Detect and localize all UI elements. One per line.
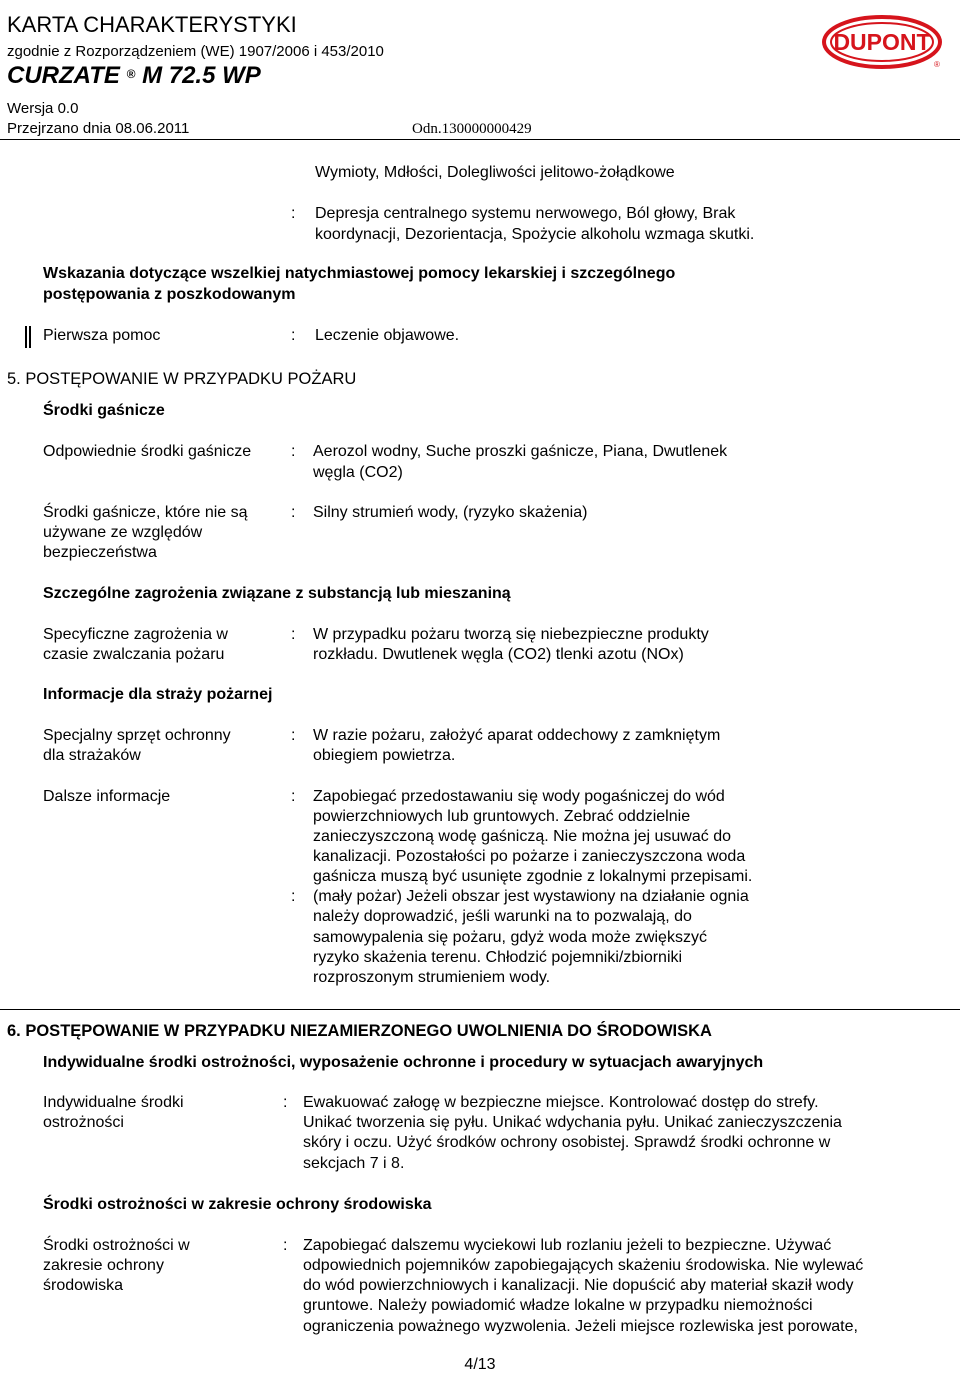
colon: : (291, 888, 296, 905)
further-info-line: zanieczyszczoną wodę gaśniczą. Nie można jej usuwać do (313, 828, 731, 845)
colon: : (291, 443, 296, 460)
protective-equipment-value: W razie pożaru, założyć aparat oddechowy z zamkniętym (313, 727, 721, 744)
personal-precautions-line: sekcjach 7 i 8. (303, 1155, 405, 1172)
personal-precautions-line: skóry i oczu. Użyć środków ochrony osobistej. Sprawdź środki ochronne w (303, 1134, 831, 1151)
environmental-precautions-line: do wód powierzchniowych i kanalizacji. Nie dopuścić aby materiał skaził wody (303, 1277, 854, 1294)
logo-registered: ® (934, 60, 940, 69)
further-info-line: należy doprowadzić, jeśli warunki na to pozwalają, do (313, 908, 692, 925)
colon: : (291, 504, 296, 521)
document-title: KARTA CHARAKTERYSTYKI (7, 12, 297, 37)
further-info-line: samowypalenia się pożaru, gdyż woda może zwiększyć (313, 929, 707, 946)
unsuitable-media-value: Silny strumień wody, (ryzyko skażenia) (313, 504, 588, 521)
personal-precautions-line: Unikać tworzenia się pyłu. Unikać wdychania pyłu. Unikać zanieczyszczenia (303, 1114, 842, 1131)
medical-attention-heading: Wskazania dotyczące wszelkiej natychmiastowej pomocy lekarskiej i szczególnego (43, 265, 676, 282)
further-info-line: (mały pożar) Jeżeli obszar jest wystawiony na działanie ognia (313, 888, 749, 905)
specific-hazards-value-cont: rozkładu. Dwutlenek węgla (CO2) tlenki azotu (NOx) (313, 646, 684, 663)
section-divider (0, 1009, 960, 1010)
specific-hazards-label: Specyficzne zagrożenia w (43, 626, 228, 643)
further-info-line: kanalizacji. Pozostałości po pożarze i zanieczyszczona woda (313, 848, 746, 865)
colon: : (283, 1237, 288, 1254)
further-info-label: Dalsze informacje (43, 788, 171, 805)
further-info-line: Zapobiegać przedostawaniu się wody pogaśniczej do wód (313, 788, 725, 805)
environmental-precautions-line: ograniczenia poważnego wyzwolenia. Jeżeli miejsce rozlewiska jest porowate, (303, 1318, 858, 1335)
symptoms-line-2b: koordynacji, Dezorientacja, Spożycie alkoholu wzmaga skutki. (315, 226, 755, 243)
personal-precautions-heading: Indywidualne środki ostrożności, wyposażenie ochronne i procedury w sytuacjach awaryjnych (43, 1054, 764, 1071)
environmental-precautions-line: gruntowe. Należy powiadomić władze lokalne w przypadku niemożności (303, 1297, 813, 1314)
unsuitable-media-label-cont2: bezpieczeństwa (43, 544, 157, 561)
first-aid-label: Pierwsza pomoc (43, 327, 161, 344)
colon: : (291, 788, 296, 805)
firefighters-heading: Informacje dla straży pożarnej (43, 686, 273, 703)
protective-equipment-label-cont: dla strażaków (43, 747, 141, 764)
product-name (7, 61, 261, 91)
personal-precautions-label: Indywidualne środki (43, 1094, 184, 1111)
special-hazards-heading: Szczególne zagrożenia związane z substancją lub mieszaniną (43, 585, 511, 602)
revision-date: Przejrzano dnia 08.06.2011 (7, 120, 190, 137)
further-info-line: rozproszonym strumieniem wody. (313, 969, 551, 986)
colon: : (291, 205, 296, 222)
protective-equipment-label: Specjalny sprzęt ochronny (43, 727, 231, 744)
registered-mark: ® (126, 67, 136, 81)
protective-equipment-value-cont: obiegiem powietrza. (313, 747, 456, 764)
first-aid-value: Leczenie objawowe. (315, 327, 460, 344)
section-5-title: 5. POSTĘPOWANIE W PRZYPADKU POŻARU (7, 370, 357, 388)
page-number: 4/13 (464, 1356, 496, 1373)
colon: : (291, 727, 296, 744)
symptoms-line-2a: Depresja centralnego systemu nerwowego, Ból głowy, Brak (315, 205, 736, 222)
logo-text: DUPONT (833, 29, 931, 55)
colon: : (283, 1094, 288, 1111)
colon: : (291, 626, 296, 643)
unsuitable-media-label: Środki gaśnicze, które nie są (43, 504, 248, 521)
section-6-title: 6. POSTĘPOWANIE W PRZYPADKU NIEZAMIERZONEGO UWOLNIENIA DO ŚRODOWISKA (7, 1022, 712, 1040)
environmental-precautions-line: Zapobiegać dalszemu wyciekowi lub rozlaniu jeżeli to bezpieczne. Używać (303, 1237, 832, 1254)
medical-attention-heading-cont: postępowania z poszkodowanym (43, 286, 296, 303)
revision-change-bar (25, 326, 31, 348)
unsuitable-media-label-cont: używane ze względów (43, 524, 203, 541)
specific-hazards-value: W przypadku pożaru tworzą się niebezpieczne produkty (313, 626, 709, 643)
personal-precautions-line: Ewakuować załogę w bezpieczne miejsce. Kontrolować dostęp do strefy. (303, 1094, 819, 1111)
further-info-line: powierzchniowych lub gruntowych. Zebrać oddzielnie (313, 808, 691, 825)
environmental-precautions-heading: Środki ostrożności w zakresie ochrony środowiska (43, 1196, 432, 1213)
symptoms-line-1: Wymioty, Mdłości, Dolegliwości jelitowo-żołądkowe (315, 164, 675, 181)
further-info-line: ryzyko skażenia terenu. Chłodzić pojemniki/zbiorniki (313, 949, 683, 966)
document-reference: Odn.130000000429 (412, 121, 532, 137)
specific-hazards-label-cont: czasie zwalczania pożaru (43, 646, 225, 663)
suitable-media-value: Aerozol wodny, Suche proszki gaśnicze, Piana, Dwutlenek (313, 443, 728, 460)
regulation-reference: zgodnie z Rozporządzeniem (WE) 1907/2006 i 453/2010 (7, 43, 384, 60)
version-label: Wersja 0.0 (7, 100, 79, 117)
personal-precautions-label-cont: ostrożności (43, 1114, 124, 1131)
dupont-logo-icon (822, 14, 944, 70)
further-info-line: gaśnicza muszą być usunięte zgodnie z lokalnymi przepisami. (313, 868, 753, 885)
environmental-precautions-label-cont2: środowiska (43, 1277, 124, 1294)
header-divider (0, 139, 960, 140)
suitable-media-label: Odpowiednie środki gaśnicze (43, 443, 252, 460)
product-name-text: CURZATE (7, 62, 120, 89)
environmental-precautions-line: odpowiednich pojemników zapobiegających skażeniu środowiska. Nie wylewać (303, 1257, 864, 1274)
suitable-media-value-cont: węgla (CO2) (313, 464, 403, 481)
environmental-precautions-label: Środki ostrożności w (43, 1237, 190, 1254)
extinguishing-media-heading: Środki gaśnicze (43, 402, 165, 419)
colon: : (291, 327, 296, 344)
environmental-precautions-label-cont: zakresie ochrony (43, 1257, 164, 1274)
product-suffix: M 72.5 WP (142, 62, 261, 89)
